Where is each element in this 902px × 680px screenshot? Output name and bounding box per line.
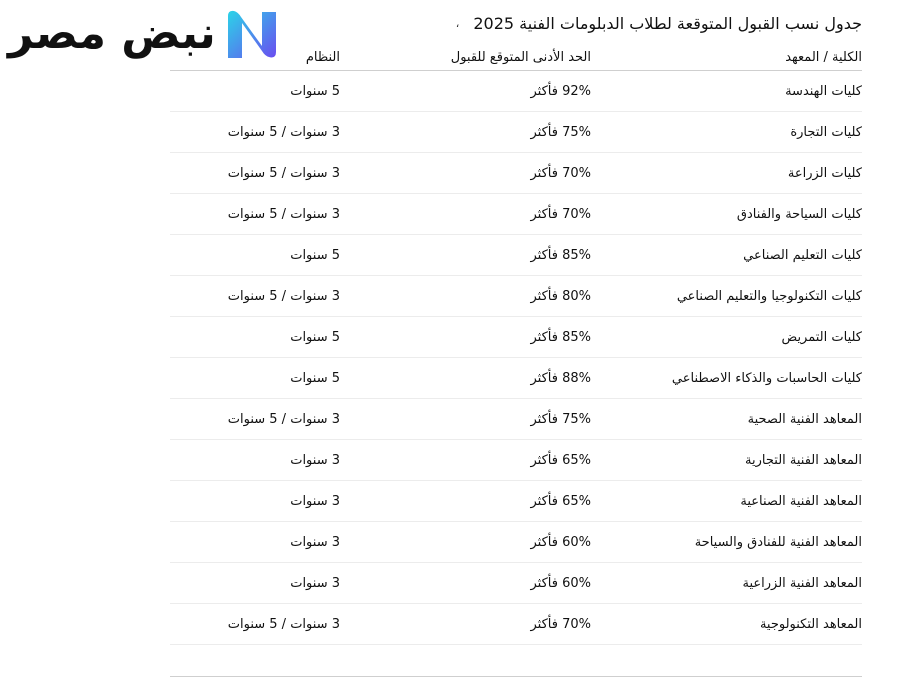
table-header-row [170, 44, 862, 71]
cell-institution: كليات التمريض [591, 317, 862, 358]
cell-institution: المعاهد الفنية الصناعية [591, 481, 862, 522]
cell-min-score: 60% فأكثر [340, 522, 591, 563]
cell-system: 5 سنوات [170, 71, 340, 112]
table-row [170, 317, 862, 358]
table-row [170, 440, 862, 481]
cell-institution: كليات الحاسبات والذكاء الاصطناعي [591, 358, 862, 399]
cell-institution: المعاهد التكنولوجية [591, 604, 862, 645]
cell-system: 3 سنوات / 5 سنوات [170, 112, 340, 153]
title-mark: ، [455, 17, 460, 30]
table-bottom-divider [170, 676, 862, 677]
cell-min-score: 70% فأكثر [340, 604, 591, 645]
cell-system: 3 سنوات [170, 522, 340, 563]
cell-min-score: 65% فأكثر [340, 481, 591, 522]
page-title [456, 14, 862, 33]
cell-system: 3 سنوات [170, 563, 340, 604]
cell-institution: كليات التجارة [591, 112, 862, 153]
cell-min-score: 60% فأكثر [340, 563, 591, 604]
cell-system: 3 سنوات [170, 481, 340, 522]
table-row [170, 358, 862, 399]
table-row [170, 604, 862, 645]
cell-system: 3 سنوات / 5 سنوات [170, 276, 340, 317]
cell-system: 5 سنوات [170, 358, 340, 399]
cell-institution: كليات الهندسة [591, 71, 862, 112]
cell-institution: المعاهد الفنية للفنادق والسياحة [591, 522, 862, 563]
table-row [170, 563, 862, 604]
cell-min-score: 80% فأكثر [340, 276, 591, 317]
cell-institution: المعاهد الفنية التجارية [591, 440, 862, 481]
cell-system: 3 سنوات [170, 440, 340, 481]
page-title-text: جدول نسب القبول المتوقعة لطلاب الدبلومات الفنية 2025 [473, 14, 862, 33]
table-row [170, 153, 862, 194]
cell-min-score: 70% فأكثر [340, 194, 591, 235]
cell-min-score: 70% فأكثر [340, 153, 591, 194]
table-row [170, 71, 862, 112]
admission-table [170, 44, 862, 645]
cell-institution: المعاهد الفنية الصحية [591, 399, 862, 440]
cell-min-score: 75% فأكثر [340, 399, 591, 440]
header-min-score: الحد الأدنى المتوقع للقبول [340, 44, 591, 71]
cell-system: 3 سنوات / 5 سنوات [170, 194, 340, 235]
cell-system: 5 سنوات [170, 317, 340, 358]
cell-min-score: 92% فأكثر [340, 71, 591, 112]
table-row [170, 276, 862, 317]
cell-system: 3 سنوات / 5 سنوات [170, 399, 340, 440]
table-row [170, 399, 862, 440]
cell-system: 3 سنوات / 5 سنوات [170, 604, 340, 645]
table-row [170, 522, 862, 563]
cell-institution: كليات السياحة والفنادق [591, 194, 862, 235]
table-row [170, 194, 862, 235]
cell-system: 5 سنوات [170, 235, 340, 276]
table-row [170, 112, 862, 153]
header-institution: الكلية / المعهد [591, 44, 862, 71]
brand-name: نبض مصر [8, 8, 216, 59]
cell-min-score: 85% فأكثر [340, 317, 591, 358]
cell-system: 3 سنوات / 5 سنوات [170, 153, 340, 194]
table-row [170, 235, 862, 276]
cell-institution: المعاهد الفنية الزراعية [591, 563, 862, 604]
cell-institution: كليات التعليم الصناعي [591, 235, 862, 276]
cell-institution: كليات الزراعة [591, 153, 862, 194]
cell-min-score: 75% فأكثر [340, 112, 591, 153]
header-system: النظام [170, 44, 340, 71]
table-row [170, 481, 862, 522]
cell-min-score: 85% فأكثر [340, 235, 591, 276]
cell-min-score: 88% فأكثر [340, 358, 591, 399]
cell-min-score: 65% فأكثر [340, 440, 591, 481]
cell-institution: كليات التكنولوجيا والتعليم الصناعي [591, 276, 862, 317]
